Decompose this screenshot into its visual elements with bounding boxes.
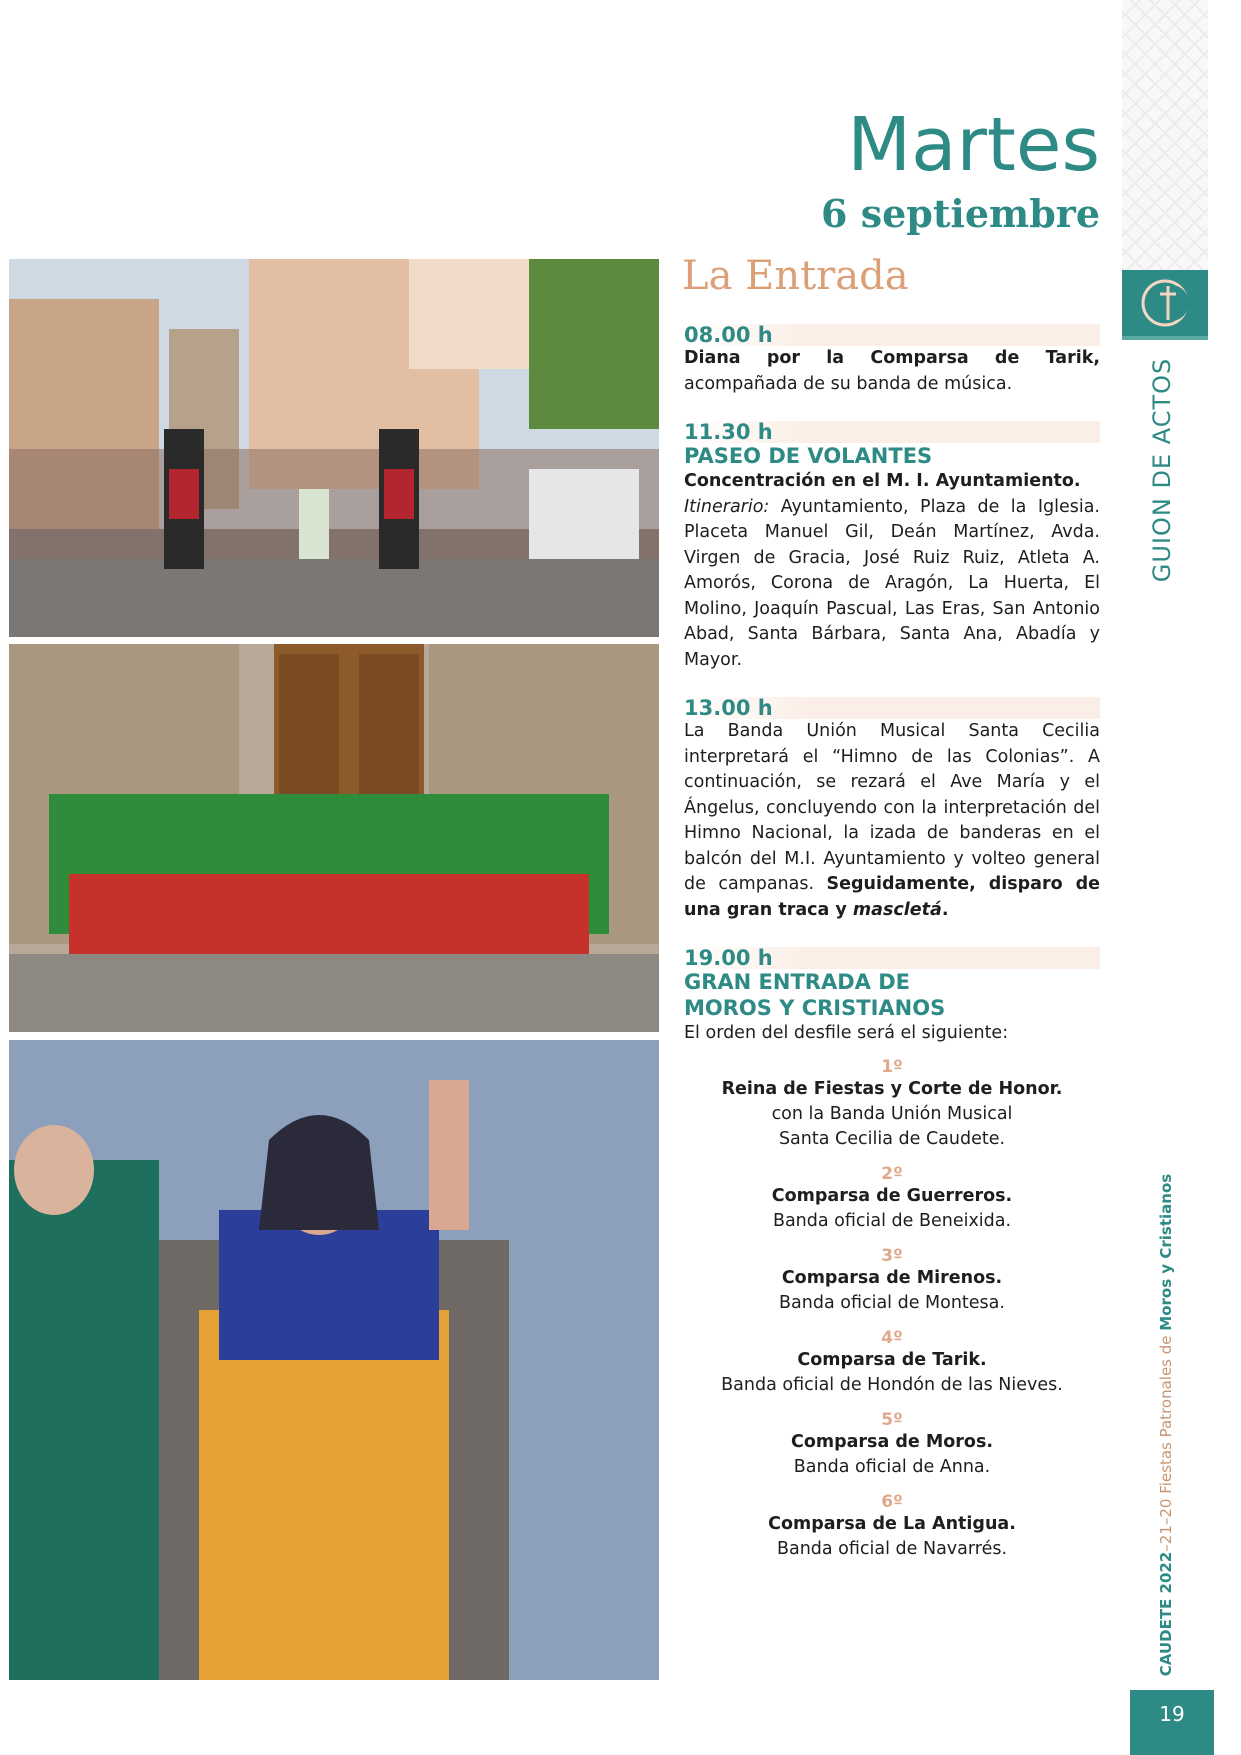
ornamental-pattern (1122, 0, 1208, 270)
event-title-line1: GRAN ENTRADA DE (684, 970, 910, 994)
order-name: Comparsa de La Antigua. (768, 1513, 1016, 1534)
order-number: 5º (881, 1409, 903, 1430)
order-name: Comparsa de Guerreros. (771, 1185, 1013, 1206)
order-name: Reina de Fiestas y Corte de Honor. (721, 1078, 1063, 1099)
event-description: La Banda Unión Musical Santa Cecilia interpretará el “Himno de las Colonias”. A continuación, se rezará el Ave María y el Ángelus, concluyendo con la interpretación del Himno Nacional, la izada de banderas en el balcón del M.I. Ayuntamiento y volteo general de campanas. Seguidamente, disparo de una gran traca y mascletá. (684, 721, 1100, 920)
list-item (684, 1164, 1100, 1234)
section-title: La Entrada (682, 253, 909, 299)
order-band: Banda oficial de Navarrés. (776, 1538, 1008, 1559)
list-item (684, 1246, 1100, 1316)
event-time: 19.00 h (684, 947, 1100, 969)
order-name: Comparsa de Mirenos. (781, 1267, 1003, 1288)
photo-queen-waving (9, 1040, 659, 1680)
order-band-2: Santa Cecilia de Caudete. (778, 1128, 1006, 1149)
list-item (684, 1057, 1100, 1152)
crescent-cross-icon (1138, 276, 1192, 330)
event-time: 08.00 h (684, 324, 1100, 346)
event-1300 (684, 697, 1100, 923)
event-1130 (684, 421, 1100, 673)
list-item (684, 1492, 1100, 1562)
order-band: Banda oficial de Montesa. (779, 1292, 1005, 1313)
side-section-label: GUION DE ACTOS (1148, 357, 1176, 583)
event-intro: El orden del desfile será el siguiente: (684, 1023, 1009, 1043)
order-number: 6º (881, 1491, 903, 1512)
order-band: Banda oficial de Anna. (793, 1456, 991, 1477)
event-description: Diana por la Comparsa de Tarik, acompañada de su banda de música. (684, 348, 1100, 394)
photo-street-parade (9, 259, 659, 637)
order-name: Comparsa de Tarik. (797, 1349, 987, 1370)
event-0800 (684, 324, 1100, 397)
event-title: PASEO DE VOLANTES (684, 444, 933, 468)
order-number: 2º (881, 1163, 903, 1184)
parade-order-list (684, 1057, 1100, 1562)
program-column (684, 324, 1100, 1574)
order-band: Banda oficial de Hondón de las Nieves. (721, 1374, 1063, 1395)
order-band: con la Banda Unión Musical (771, 1103, 1013, 1124)
order-number: 1º (881, 1056, 903, 1077)
order-band: Banda oficial de Beneixida. (772, 1210, 1012, 1231)
event-description: Concentración en el M. I. Ayuntamiento. Itinerario: Ayuntamiento, Plaza de la Iglesia. Placeta Manuel Gil, Deán Martínez, Avda. Virgen de Gracia, José Ruiz Ruiz, Atleta A. Amorós, Corona de Aragón, La Huerta, El Molino, Joaquín Pascual, Las Eras, San Antonio Abad, Santa Bárbara, Santa Ana, Abadía y Mayor. (684, 471, 1100, 670)
side-publication-label: CAUDETE 2022–21–20 Fiestas Patronales de Moros y Cristianos (1157, 1173, 1175, 1677)
list-item (684, 1410, 1100, 1480)
event-1900 (684, 947, 1100, 1562)
logo (1122, 270, 1208, 340)
order-number: 4º (881, 1327, 903, 1348)
event-time: 13.00 h (684, 697, 1100, 719)
order-name: Comparsa de Moros. (790, 1431, 994, 1452)
photo-group-church (9, 644, 659, 1032)
list-item (684, 1328, 1100, 1398)
event-time: 11.30 h (684, 421, 1100, 443)
page-number: 19 (1130, 1690, 1214, 1755)
order-number: 3º (881, 1245, 903, 1266)
event-title-line2: MOROS Y CRISTIANOS (684, 996, 946, 1020)
date-title: 6 septiembre (821, 191, 1100, 236)
day-title: Martes (847, 102, 1100, 188)
